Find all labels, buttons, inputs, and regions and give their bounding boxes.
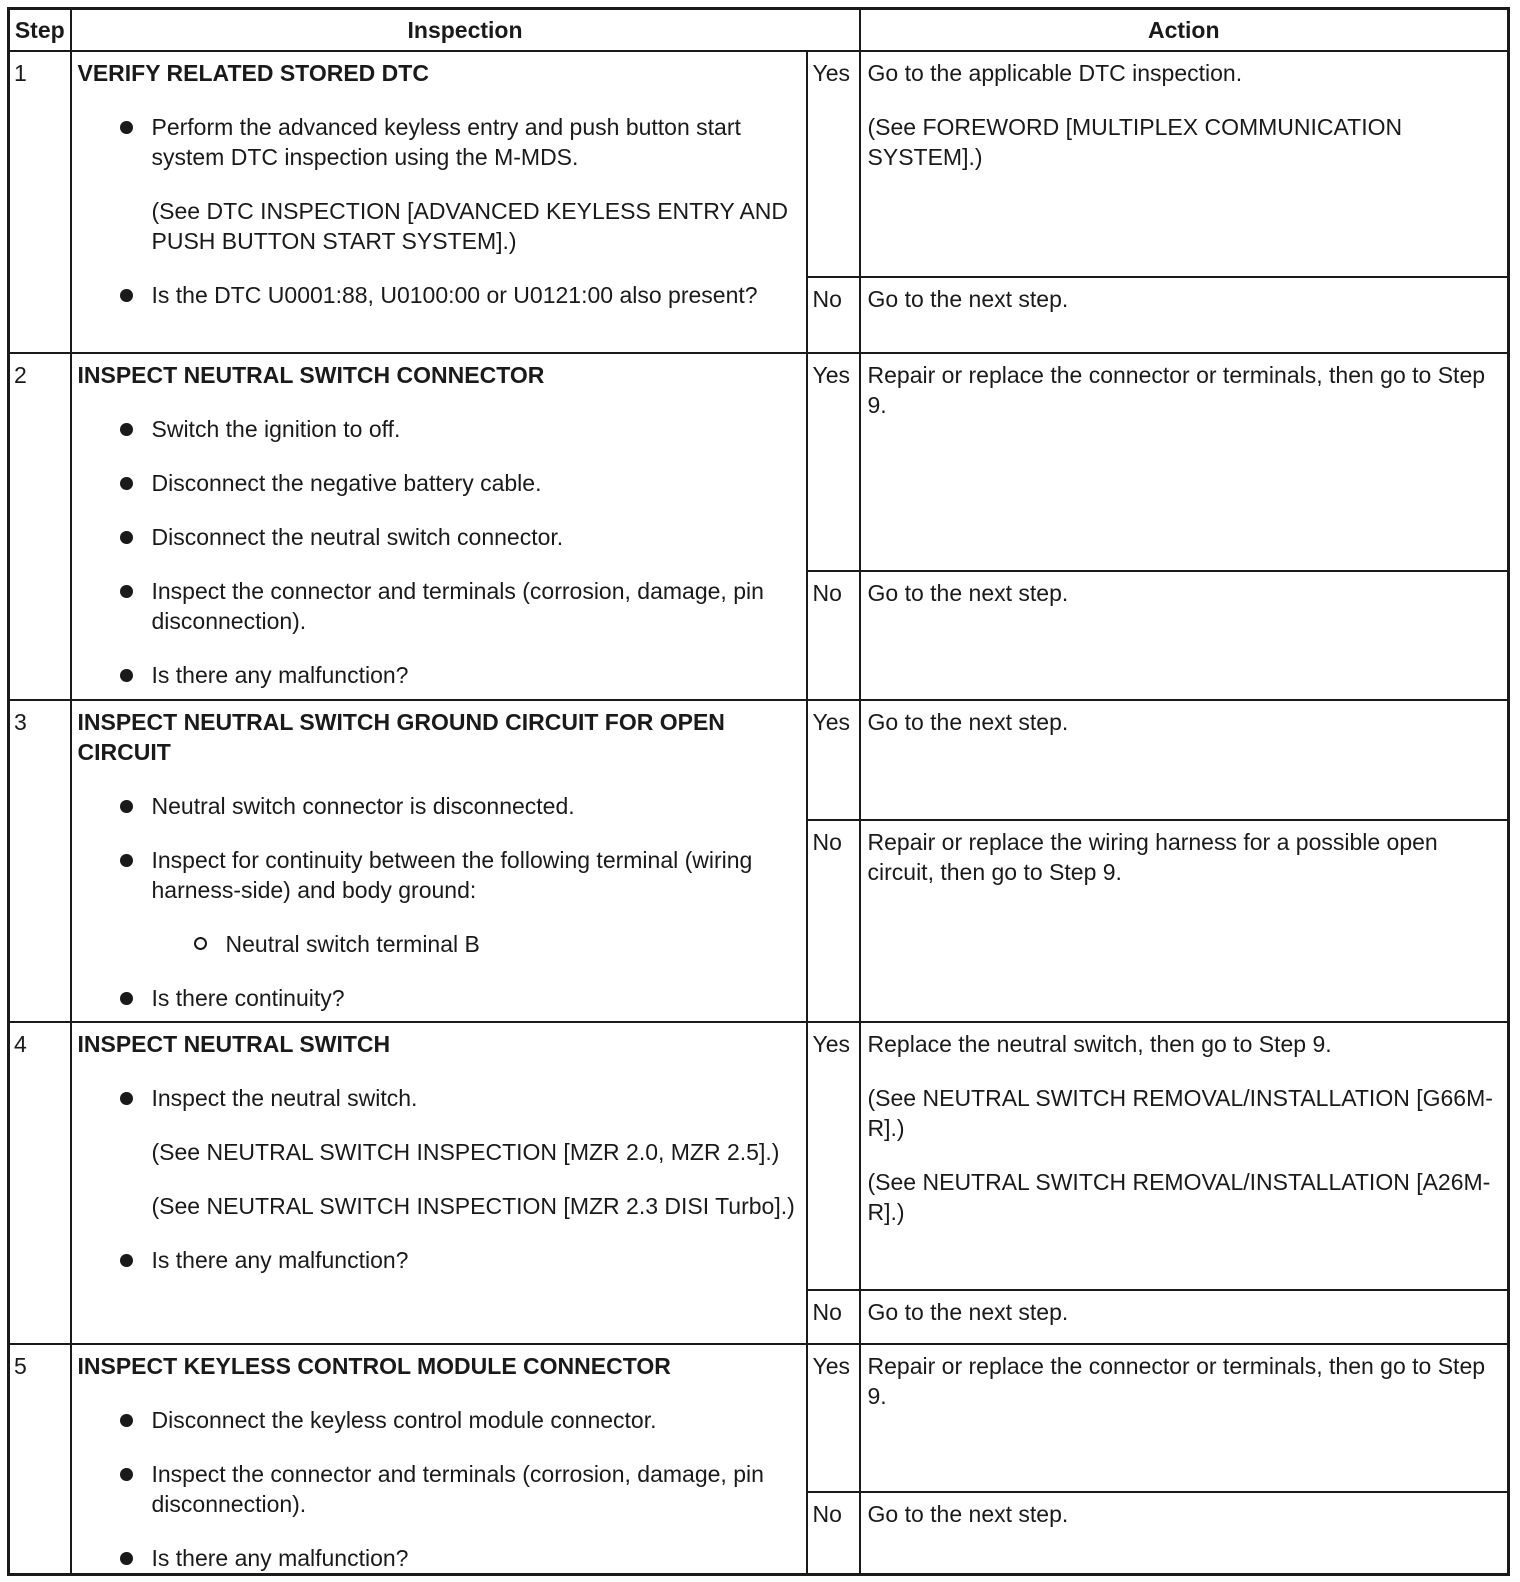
step-row-1 [9,51,1509,277]
no-label: No [807,571,860,700]
item-text: Is there any malfunction? [151,1545,409,1571]
no-label: No [807,820,860,1022]
item-text: Disconnect the neutral switch connector. [151,524,564,550]
step-number: 4 [9,1022,71,1344]
list-item [78,983,798,1013]
list-item [78,1083,798,1221]
inspection-cell [71,700,807,1022]
action-text: Repair or replace the connector or terminals, then go to Step 9. [867,1353,1486,1409]
bullet-icon [120,669,133,682]
item-text: Is the DTC U0001:88, U0100:00 or U0121:00 also present? [151,282,758,308]
item-text: Disconnect the keyless control module connector. [151,1407,657,1433]
bullet-icon [120,1552,133,1565]
list-item [78,522,798,552]
step-title: INSPECT NEUTRAL SWITCH [77,1031,391,1057]
item-text: Inspect for continuity between the following terminal (wiring harness-side) and body ground: [151,847,753,903]
action-text: Go to the applicable DTC inspection. [867,60,1243,86]
action-text: Go to the next step. [867,1299,1069,1325]
item-text: Is there any malfunction? [151,1247,409,1273]
bullet-icon [120,477,133,490]
bullet-icon [120,1092,133,1105]
reference-note: (See NEUTRAL SWITCH INSPECTION [MZR 2.0, MZR 2.5].) [151,1139,780,1165]
no-label: No [807,1492,860,1575]
step-title: INSPECT KEYLESS CONTROL MODULE CONNECTOR [77,1353,671,1379]
yes-action [860,51,1509,277]
action-text: Go to the next step. [867,1501,1069,1527]
step-title: VERIFY RELATED STORED DTC [77,60,429,86]
inspection-cell [71,51,807,353]
step-number: 5 [9,1344,71,1575]
hollow-bullet-icon [194,937,207,950]
bullet-icon [120,531,133,544]
sub-item [152,929,798,959]
step-title: INSPECT NEUTRAL SWITCH CONNECTOR [77,362,545,388]
list-item [78,1543,798,1573]
yes-action [860,700,1509,820]
bullet-icon [120,1468,133,1481]
step-row-5 [9,1344,1509,1492]
list-item [78,576,798,636]
table-header-row [9,9,1509,52]
no-label: No [807,277,860,353]
yes-label: Yes [807,353,860,571]
item-text: Inspect the connector and terminals (corrosion, damage, pin disconnection). [151,578,764,634]
bullet-icon [120,121,133,134]
inspection-cell [71,1022,807,1344]
header-inspection: Inspection [71,9,860,52]
step-number: 3 [9,700,71,1022]
reference-note: (See NEUTRAL SWITCH REMOVAL/INSTALLATION [A26M-R].) [867,1169,1491,1225]
yes-action [860,353,1509,571]
bullet-icon [120,1414,133,1427]
no-label: No [807,1290,860,1344]
reference-note: (See DTC INSPECTION [ADVANCED KEYLESS ENTRY AND PUSH BUTTON START SYSTEM].) [151,198,788,254]
action-text: Repair or replace the connector or terminals, then go to Step 9. [867,362,1486,418]
list-item [78,112,798,256]
list-item [78,791,798,821]
bullet-icon [120,800,133,813]
item-text: Inspect the connector and terminals (corrosion, damage, pin disconnection). [151,1461,764,1517]
step-row-3 [9,700,1509,820]
list-item [78,1459,798,1519]
list-item [78,1245,798,1275]
reference-note: (See NEUTRAL SWITCH REMOVAL/INSTALLATION [G66M-R].) [867,1085,1493,1141]
list-item [78,845,798,959]
step-title: INSPECT NEUTRAL SWITCH GROUND CIRCUIT FOR OPEN CIRCUIT [77,709,725,765]
item-text: Is there continuity? [151,985,345,1011]
list-item [78,414,798,444]
item-text: Inspect the neutral switch. [151,1085,418,1111]
item-text: Neutral switch connector is disconnected. [151,793,575,819]
step-row-2 [9,353,1509,571]
diagnostic-procedure-page [7,7,1507,1575]
inspection-cell [71,1344,807,1575]
reference-note: (See FOREWORD [MULTIPLEX COMMUNICATION SYSTEM].) [867,114,1403,170]
action-text: Go to the next step. [867,580,1069,606]
yes-label: Yes [807,1022,860,1290]
yes-action [860,1022,1509,1290]
action-text: Replace the neutral switch, then go to Step 9. [867,1031,1332,1057]
header-action: Action [860,9,1509,52]
sub-item-text: Neutral switch terminal B [225,931,480,957]
no-action [860,1290,1509,1344]
item-text: Perform the advanced keyless entry and push button start system DTC inspection using the M-MDS. [151,114,741,170]
yes-label: Yes [807,1344,860,1492]
item-text: Disconnect the negative battery cable. [151,470,542,496]
yes-label: Yes [807,51,860,277]
yes-label: Yes [807,700,860,820]
item-text: Switch the ignition to off. [151,416,401,442]
list-item [78,660,798,690]
inspection-table [7,7,1510,1576]
no-action [860,820,1509,1022]
step-row-4 [9,1022,1509,1290]
step-number: 1 [9,51,71,353]
no-action [860,1492,1509,1575]
bullet-icon [120,423,133,436]
action-text: Repair or replace the wiring harness for a possible open circuit, then go to Step 9. [867,829,1438,885]
step-number: 2 [9,353,71,700]
item-text: Is there any malfunction? [151,662,409,688]
inspection-cell [71,353,807,700]
header-step: Step [9,9,71,52]
reference-note: (See NEUTRAL SWITCH INSPECTION [MZR 2.3 DISI Turbo].) [151,1193,795,1219]
bullet-icon [120,1254,133,1267]
yes-action [860,1344,1509,1492]
list-item [78,1405,798,1435]
bullet-icon [120,854,133,867]
bullet-icon [120,585,133,598]
bullet-icon [120,992,133,1005]
action-text: Go to the next step. [867,286,1069,312]
action-text: Go to the next step. [867,709,1069,735]
no-action [860,571,1509,700]
list-item [78,468,798,498]
bullet-icon [120,289,133,302]
no-action [860,277,1509,353]
list-item [78,280,798,310]
